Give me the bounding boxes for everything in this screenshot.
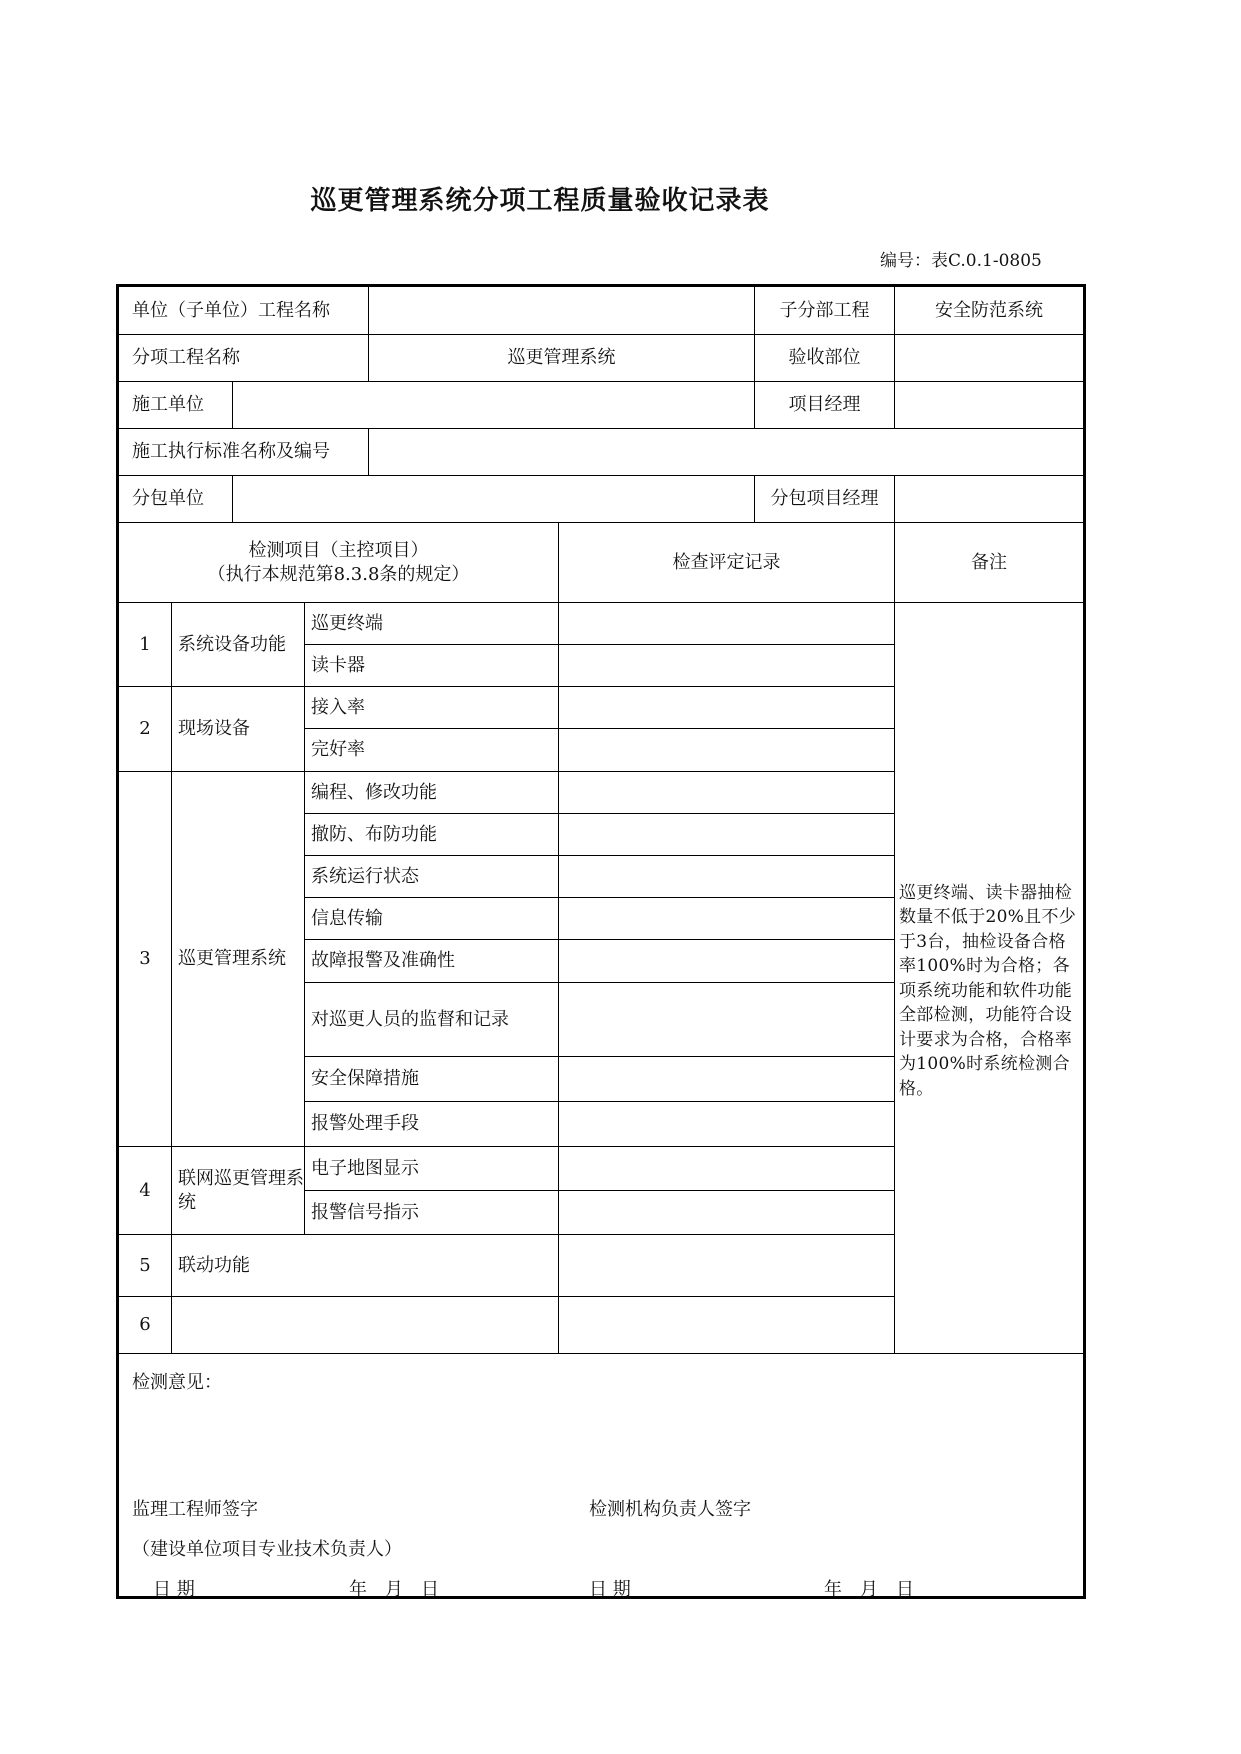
project-manager-field[interactable] [895,382,1083,429]
record-cell[interactable] [559,772,895,814]
unit-project-label: 单位（子单位）工程名称 [119,287,369,335]
record-cell[interactable] [559,729,895,772]
acceptance-part-label: 验收部位 [755,335,895,382]
contractor-label: 施工单位 [119,382,233,429]
subcontractor-label: 分包单位 [119,476,233,523]
sub-item: 编程、修改功能 [305,772,559,814]
item-number: 4 [119,1147,172,1235]
item-number: 3 [119,772,172,1147]
signature-area [119,1354,1083,1600]
item-name-label: 分项工程名称 [119,335,369,382]
remark-header: 备注 [895,523,1083,603]
supervisor-date-label: 日 期 [153,1579,195,1600]
sub-division-label: 子分部工程 [755,287,895,335]
inspector-date-field[interactable]: 年 月 日 [824,1579,914,1600]
record-header: 检查评定记录 [559,523,895,603]
sub-item: 报警处理手段 [305,1102,559,1147]
record-cell[interactable] [559,898,895,940]
remark-text: 巡更终端、读卡器抽检数量不低于20%且不少于3台，抽检设备合格率100%时为合格；各项系统功能和软件功能全部检测，功能符合设计要求为合格，合格率为100%时系统检测合格。 [895,603,1083,1354]
standard-label: 施工执行标准名称及编号 [119,429,369,476]
sub-item: 读卡器 [305,645,559,687]
item-name: 系统设备功能 [172,603,305,687]
document-number: 编号：表C.0.1-0805 [880,251,1042,271]
record-cell[interactable] [559,1235,895,1297]
sub-item: 信息传输 [305,898,559,940]
item-name: 巡更管理系统 [172,772,305,1147]
record-cell[interactable] [559,645,895,687]
item-name-field[interactable]: 巡更管理系统 [369,335,755,382]
inspection-item-header-line1: 检测项目（主控项目） [248,540,429,562]
supervisor-date-field[interactable]: 年 月 日 [349,1579,439,1600]
standard-field[interactable] [369,429,1083,476]
record-cell[interactable] [559,603,895,645]
unit-project-field[interactable] [369,287,755,335]
sub-item: 故障报警及准确性 [305,940,559,983]
sub-item: 巡更终端 [305,603,559,645]
subcontractor-field[interactable] [233,476,755,523]
sub-item: 电子地图显示 [305,1147,559,1191]
item-name: 现场设备 [172,687,305,772]
inspector-date-label: 日 期 [589,1579,631,1600]
acceptance-part-field[interactable] [895,335,1083,382]
supervisor-signature-label[interactable]: 监理工程师签字 [132,1499,258,1520]
inspection-item-header [119,523,559,603]
opinion-label: 检测意见： [132,1372,222,1393]
page-title: 巡更管理系统分项工程质量验收记录表 [310,186,770,216]
sub-item: 报警信号指示 [305,1191,559,1235]
record-cell[interactable] [559,940,895,983]
supervisor-sub-label: （建设单位项目专业技术负责人） [132,1539,402,1560]
item-number: 1 [119,603,172,687]
record-cell[interactable] [559,1191,895,1235]
contractor-field[interactable] [233,382,755,429]
record-cell[interactable] [559,687,895,729]
record-cell[interactable] [559,1057,895,1102]
inspector-signature-label[interactable]: 检测机构负责人签字 [589,1499,751,1520]
item-name: 联动功能 [172,1235,559,1297]
sub-item: 系统运行状态 [305,856,559,898]
sub-item: 安全保障措施 [305,1057,559,1102]
sub-item: 完好率 [305,729,559,772]
project-manager-label: 项目经理 [755,382,895,429]
record-cell[interactable] [559,983,895,1057]
item-number: 2 [119,687,172,772]
inspection-item-header-line2: （执行本规范第8.3.8条的规定） [207,563,470,585]
item-name: 联网巡更管理系统 [172,1147,305,1235]
sub-item: 接入率 [305,687,559,729]
item-number: 5 [119,1235,172,1297]
record-cell[interactable] [559,856,895,898]
sub-division-field[interactable]: 安全防范系统 [895,287,1083,335]
sub-item: 撤防、布防功能 [305,814,559,856]
sub-item: 对巡更人员的监督和记录 [305,983,559,1057]
item-name [172,1297,559,1354]
sub-pm-label: 分包项目经理 [755,476,895,523]
record-cell[interactable] [559,1297,895,1354]
record-cell[interactable] [559,1147,895,1191]
record-cell[interactable] [559,1102,895,1147]
acceptance-form [116,284,1086,1599]
record-cell[interactable] [559,814,895,856]
sub-pm-field[interactable] [895,476,1083,523]
item-number: 6 [119,1297,172,1354]
